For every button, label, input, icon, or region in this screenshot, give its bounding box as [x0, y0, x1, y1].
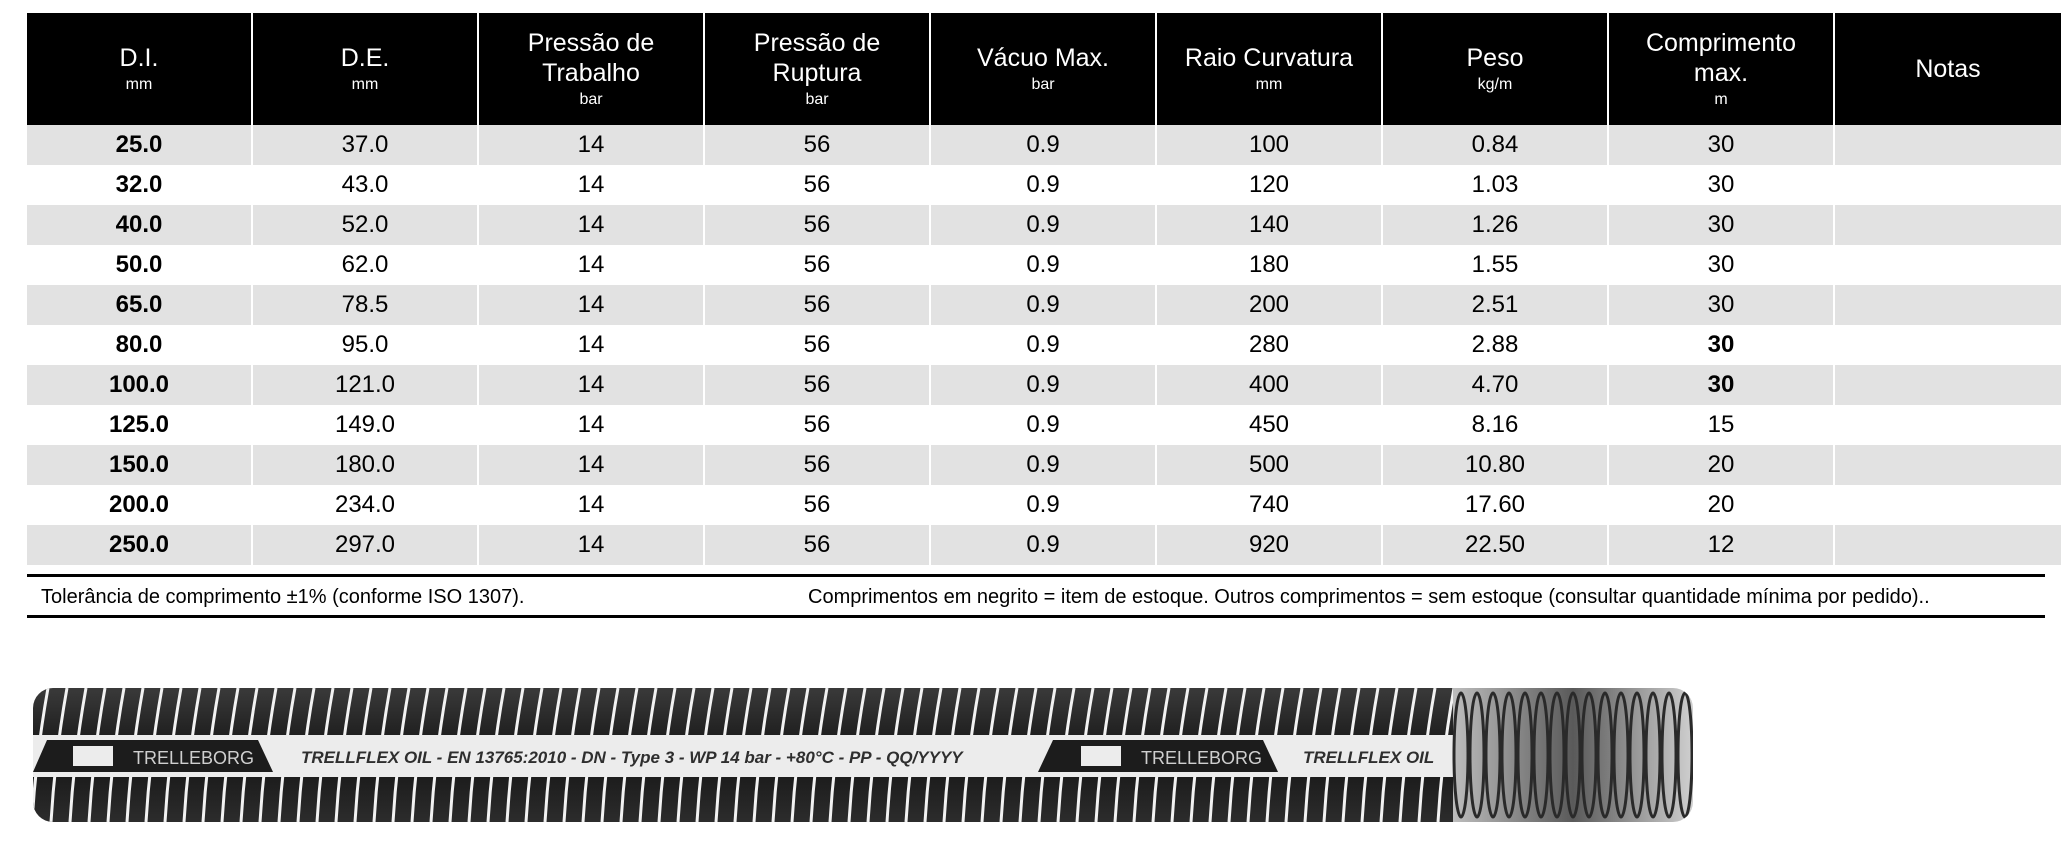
column-header: [930, 13, 1156, 125]
table-cell: 0.9: [930, 285, 1156, 325]
column-header-label: Ruptura: [772, 59, 862, 87]
table-row: [27, 125, 2061, 165]
table-cell: 234.0: [252, 485, 478, 525]
table-cell: 920: [1156, 525, 1382, 565]
table-cell: [1834, 365, 2061, 405]
table-cell: 250.0: [27, 525, 252, 565]
table-cell: 14: [478, 405, 704, 445]
table-cell: 2.88: [1382, 325, 1608, 365]
table-cell: 30: [1608, 325, 1834, 365]
table-cell: 30: [1608, 285, 1834, 325]
table-cell: 14: [478, 245, 704, 285]
column-header-label: max.: [1693, 59, 1749, 87]
table-cell: 56: [704, 525, 930, 565]
column-header-label: Trabalho: [542, 59, 640, 87]
table-cell: 400: [1156, 365, 1382, 405]
table-cell: 0.9: [930, 525, 1156, 565]
table-cell: 52.0: [252, 205, 478, 245]
column-header-unit: bar: [1031, 76, 1055, 93]
table-cell: 56: [704, 245, 930, 285]
table-cell: 80.0: [27, 325, 252, 365]
table-cell: 740: [1156, 485, 1382, 525]
table-cell: 0.84: [1382, 125, 1608, 165]
table-cell: 10.80: [1382, 445, 1608, 485]
table-cell: 78.5: [252, 285, 478, 325]
column-header: [1382, 13, 1608, 125]
table-cell: 37.0: [252, 125, 478, 165]
column-header: [252, 13, 478, 125]
table-cell: [1834, 325, 2061, 365]
table-cell: 1.55: [1382, 245, 1608, 285]
table-cell: 25.0: [27, 125, 252, 165]
table-cell: 0.9: [930, 205, 1156, 245]
notes-bar: [27, 574, 2045, 618]
table-cell: 12: [1608, 525, 1834, 565]
brand-label-2: [1038, 740, 1278, 772]
table-cell: 0.9: [930, 445, 1156, 485]
table-cell: 149.0: [252, 405, 478, 445]
table-cell: 65.0: [27, 285, 252, 325]
table-cell: 0.9: [930, 165, 1156, 205]
column-header: [478, 13, 704, 125]
table-cell: 200: [1156, 285, 1382, 325]
table-cell: 14: [478, 285, 704, 325]
table-row: [27, 285, 2061, 325]
column-header-label: D.I.: [119, 44, 159, 72]
table-cell: 140: [1156, 205, 1382, 245]
hose-illustration: [33, 680, 1693, 830]
table-cell: 56: [704, 405, 930, 445]
table-cell: 2.51: [1382, 285, 1608, 325]
table-cell: [1834, 525, 2061, 565]
table-cell: 30: [1608, 165, 1834, 205]
column-header-unit: bar: [579, 91, 603, 108]
table-row: [27, 205, 2061, 245]
table-cell: 500: [1156, 445, 1382, 485]
table-cell: [1834, 405, 2061, 445]
table-cell: 22.50: [1382, 525, 1608, 565]
table-cell: 14: [478, 165, 704, 205]
length-tolerance-note: Tolerância de comprimento ±1% (conforme ISO 1307).: [41, 586, 525, 608]
table-cell: 180: [1156, 245, 1382, 285]
table-row: [27, 445, 2061, 485]
table-cell: 150.0: [27, 445, 252, 485]
table-cell: 0.9: [930, 485, 1156, 525]
table-cell: 0.9: [930, 325, 1156, 365]
column-header-unit: mm: [1255, 76, 1283, 93]
table-cell: 56: [704, 365, 930, 405]
table-cell: 450: [1156, 405, 1382, 445]
table-cell: 14: [478, 485, 704, 525]
column-header: [704, 13, 930, 125]
table-cell: 56: [704, 325, 930, 365]
brand-logo-text: TRELLEBORG: [1141, 748, 1263, 768]
table-cell: 56: [704, 165, 930, 205]
table-cell: [1834, 285, 2061, 325]
table-cell: 14: [478, 525, 704, 565]
table-cell: 56: [704, 285, 930, 325]
table-cell: 32.0: [27, 165, 252, 205]
table-cell: 200.0: [27, 485, 252, 525]
column-header-label: Pressão de: [527, 29, 655, 57]
table-cell: 20: [1608, 485, 1834, 525]
table-cell: 8.16: [1382, 405, 1608, 445]
column-header-label: D.E.: [340, 44, 390, 72]
column-header: [27, 13, 252, 125]
table-cell: 14: [478, 365, 704, 405]
table-cell: 100.0: [27, 365, 252, 405]
table-cell: 56: [704, 485, 930, 525]
table-cell: 30: [1608, 365, 1834, 405]
column-header-unit: kg/m: [1477, 76, 1513, 93]
table-cell: [1834, 165, 2061, 205]
column-header-unit: mm: [125, 76, 153, 93]
table-row: [27, 405, 2061, 445]
table-row: [27, 245, 2061, 285]
table-cell: 14: [478, 445, 704, 485]
table-row: [27, 485, 2061, 525]
table-cell: 56: [704, 445, 930, 485]
table-cell: [1834, 205, 2061, 245]
table-row: [27, 325, 2061, 365]
column-header-label: Vácuo Max.: [976, 44, 1109, 72]
table-cell: 40.0: [27, 205, 252, 245]
table-cell: [1834, 125, 2061, 165]
table-body: [27, 125, 2061, 565]
header-row: [27, 13, 2061, 125]
hose-marking-repeat-text: TRELLFLEX OIL: [1303, 748, 1435, 767]
table-cell: 120: [1156, 165, 1382, 205]
brand-label-1: [33, 740, 273, 772]
column-header-label: Raio Curvatura: [1184, 44, 1354, 72]
table-cell: 280: [1156, 325, 1382, 365]
table-cell: [1834, 445, 2061, 485]
table-cell: 180.0: [252, 445, 478, 485]
table-cell: 95.0: [252, 325, 478, 365]
table-cell: 0.9: [930, 245, 1156, 285]
table-cell: 1.26: [1382, 205, 1608, 245]
table-cell: 15: [1608, 405, 1834, 445]
table-cell: 14: [478, 205, 704, 245]
table-cell: 4.70: [1382, 365, 1608, 405]
column-header-label: Pressão de: [753, 29, 881, 57]
column-header-unit: mm: [351, 76, 379, 93]
column-header-unit: m: [1714, 91, 1728, 108]
table-cell: 125.0: [27, 405, 252, 445]
table-cell: 17.60: [1382, 485, 1608, 525]
column-header-unit: bar: [805, 91, 829, 108]
table-cell: 121.0: [252, 365, 478, 405]
table-row: [27, 365, 2061, 405]
table-cell: 100: [1156, 125, 1382, 165]
table-row: [27, 525, 2061, 565]
stock-legend-note: Comprimentos em negrito = item de estoque. Outros comprimentos = sem estoque (consultar quantidade mínima por pedido)..: [808, 586, 1930, 608]
table-cell: 62.0: [252, 245, 478, 285]
column-header: [1834, 13, 2061, 125]
hose-spec-table: [27, 13, 2061, 565]
table-cell: 30: [1608, 125, 1834, 165]
column-header: [1156, 13, 1382, 125]
table-cell: 0.9: [930, 365, 1156, 405]
table-header: [27, 13, 2061, 125]
table-cell: 56: [704, 125, 930, 165]
table-cell: 30: [1608, 245, 1834, 285]
table-cell: 14: [478, 125, 704, 165]
table-cell: 297.0: [252, 525, 478, 565]
column-header-label: Comprimento: [1645, 29, 1797, 57]
table-cell: 30: [1608, 205, 1834, 245]
table-row: [27, 165, 2061, 205]
table-cell: 14: [478, 325, 704, 365]
table-cell: 56: [704, 205, 930, 245]
hose-marking-text: TRELLFLEX OIL - EN 13765:2010 - DN - Type 3 - WP 14 bar - +80°C - PP - QQ/YYYY: [301, 748, 963, 767]
table-cell: [1834, 245, 2061, 285]
brand-logo-text: TRELLEBORG: [133, 748, 255, 768]
column-header-label: Notas: [1915, 55, 1981, 83]
table-cell: 20: [1608, 445, 1834, 485]
column-header-label: Peso: [1466, 44, 1524, 72]
table-cell: 0.9: [930, 405, 1156, 445]
table-cell: 1.03: [1382, 165, 1608, 205]
column-header: [1608, 13, 1834, 125]
table-cell: 0.9: [930, 125, 1156, 165]
table-cell: 50.0: [27, 245, 252, 285]
table-cell: [1834, 485, 2061, 525]
table-cell: 43.0: [252, 165, 478, 205]
